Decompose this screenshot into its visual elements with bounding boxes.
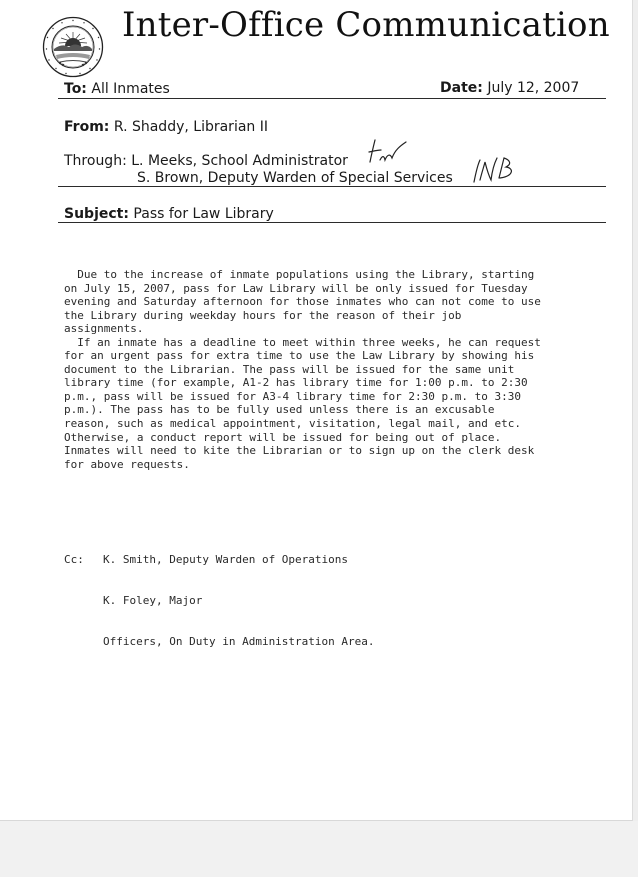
cc-recipient: K. Foley, Major: [103, 593, 203, 607]
ohio-seal-icon: [42, 16, 104, 78]
body-line: If an inmate has a deadline to meet within three weeks, he can request: [64, 335, 541, 349]
scan-margin: [0, 821, 638, 877]
subject-label: Subject:: [64, 206, 129, 222]
body-line: Due to the increase of inmate populations using the Library, starting: [64, 268, 535, 281]
body-line: library time (for example, A1-2 has library time for 1:00 p.m. to 2:30: [64, 376, 528, 390]
cc-recipient: K. Smith, Deputy Warden of Operations: [103, 553, 349, 567]
cc-recipient: Officers, On Duty in Administration Area.: [103, 634, 375, 648]
body-line: Otherwise, a conduct report will be issued for being out of place.: [64, 430, 502, 444]
document-title: Inter-Office Communication: [122, 5, 610, 45]
from-field: [64, 119, 268, 135]
to-value: All Inmates: [91, 81, 170, 97]
body-line: p.m.). The pass has to be fully used unless there is an excusable: [64, 403, 495, 417]
to-label: To:: [64, 81, 87, 97]
body-line: assignments.: [64, 322, 144, 336]
body-line: for an urgent pass for extra time to use the Law Library by showing his: [64, 349, 535, 363]
initials-signature-2: [470, 152, 516, 188]
date-value: July 12, 2007: [487, 80, 580, 96]
memo-body: [64, 268, 604, 471]
body-line: reason, such as medical appointment, visitation, legal mail, and etc.: [64, 417, 521, 431]
body-line: p.m., pass will be issued for A3-4 library time for 2:30 p.m. to 3:30: [64, 389, 521, 403]
body-line: Inmates will need to kite the Librarian or to sign up on the clerk desk: [64, 444, 535, 458]
subject-field: [64, 206, 274, 222]
through-field: [64, 153, 348, 169]
through-field-2: [137, 170, 453, 186]
body-line: for above requests.: [64, 457, 190, 471]
body-line: document to the Librarian. The pass will be issued for the same unit: [64, 362, 515, 376]
from-value: R. Shaddy, Librarian II: [113, 119, 268, 135]
rule-to: [58, 98, 606, 99]
body-line: evening and Saturday afternoon for those inmates who can not come to use: [64, 295, 541, 309]
to-field: [64, 81, 170, 97]
subject-value: Pass for Law Library: [133, 206, 274, 222]
date-field: [440, 80, 579, 96]
cc-block: [64, 526, 375, 676]
initials-signature-1: [366, 134, 414, 168]
date-label: Date:: [440, 80, 483, 96]
body-line: the Library during weekday hours for the reason of their job: [64, 308, 462, 322]
through-line-2: S. Brown, Deputy Warden of Special Services: [137, 170, 453, 186]
cc-label: Cc:: [64, 553, 84, 567]
through-label: Through:: [64, 153, 127, 169]
through-line-1: L. Meeks, School Administrator: [131, 153, 348, 169]
from-label: From:: [64, 119, 110, 135]
rule-through: [58, 186, 606, 187]
body-line: on July 15, 2007, pass for Law Library will be only issued for Tuesday: [64, 281, 528, 295]
rule-subject: [58, 222, 606, 223]
